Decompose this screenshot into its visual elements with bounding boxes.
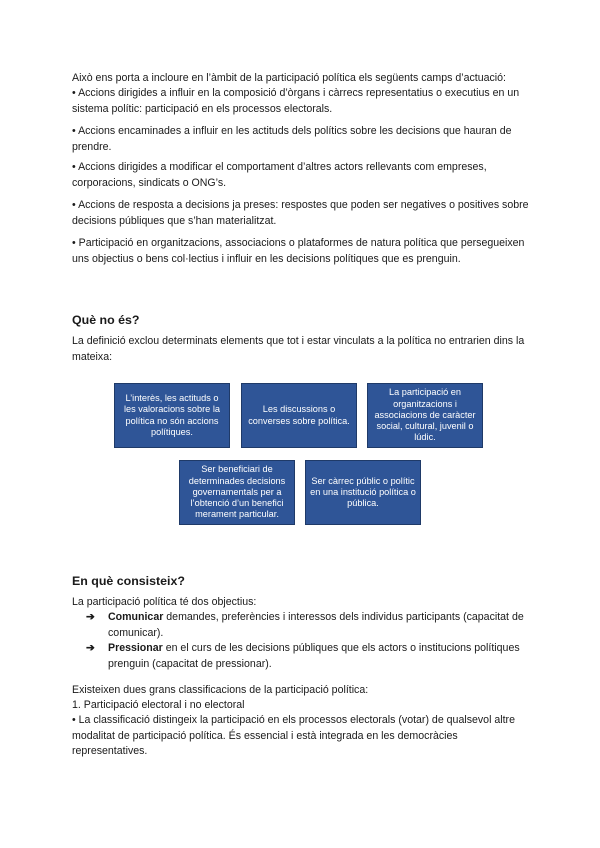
objective-description: demandes, preferències i interessos dels individus participants (capacitat de comunicar). [108, 611, 524, 639]
consisteix-text: La participació política té dos objectius: [72, 596, 257, 608]
exclusion-box-organitzacions: La participació en organitzacions i associacions de caràcter social, cultural, juvenil o lúdic. [367, 383, 483, 448]
bullet-organitzacions: • Participació en organitzacions, associacions o plataformes de natura política que persegueixen uns objectius o bens col·lectius i influir en les decisions polítiques que es prenguin. [72, 237, 525, 265]
objective-description: en el curs de les decisions públiques que els actors o institucions polítiques prenguin (capacitat de pressionar). [108, 642, 520, 670]
bullet-actituds: • Accions encaminades a influir en les actituds dels polítics sobre les decisions que hauran de prendre. [72, 125, 512, 153]
heading-que-no-es: Què no és? [72, 313, 140, 327]
classificacions-text: Existeixen dues grans classificacions de la participació política: [72, 684, 369, 696]
que-no-es-text: La definició exclou determinats elements que tot i estar vinculats a la política no entrarien dins la mateixa: [72, 335, 525, 363]
bullet-resposta: • Accions de resposta a decisions ja preses: respostes que poden ser negatives o positives sobre decisions públiques que s’han materialitzat. [72, 199, 529, 227]
objective-term: Pressionar [108, 642, 163, 654]
arrow-right-icon: ➔ [86, 611, 95, 623]
heading-consisteix: En què consisteix? [72, 574, 185, 588]
arrow-right-icon: ➔ [86, 642, 95, 654]
classificacio-item-1-bullet: • La classificació distingeix la participació en els processos electorals (votar) de qualsevol altre modalitat de participació política. És essencial i està integrada en les democràcies representatives. [72, 714, 515, 757]
exclusion-box-beneficiari: Ser beneficiari de determinades decisions governamentals per a l’obtenció d’un benefici merament particular. [179, 460, 295, 525]
exclusion-box-discussions: Les discussions o converses sobre política. [241, 383, 357, 448]
bullet-comportament: • Accions dirigides a modificar el comportament d’altres actors rellevants com empreses, corporacions, sindicats o ONG’s. [72, 161, 487, 189]
intro-text: Això ens porta a incloure en l’àmbit de la participació política els següents camps d’actuació: [72, 72, 506, 84]
objective-term: Comunicar [108, 611, 164, 623]
exclusion-box-carrec: Ser càrrec públic o polític en una institució política o pública. [305, 460, 421, 525]
classificacio-item-1: 1. Participació electoral i no electoral [72, 699, 245, 711]
bullet-electoral: • Accions dirigides a influir en la composició d’òrgans i càrrecs representatius o executius en un sistema polític: participació en els processos electorals. [72, 87, 520, 115]
objective-comunicar [86, 610, 528, 641]
objective-pressionar [86, 641, 528, 672]
exclusion-box-interes: L’interès, les actituds o les valoracions sobre la política no són accions polítiques. [114, 383, 230, 448]
